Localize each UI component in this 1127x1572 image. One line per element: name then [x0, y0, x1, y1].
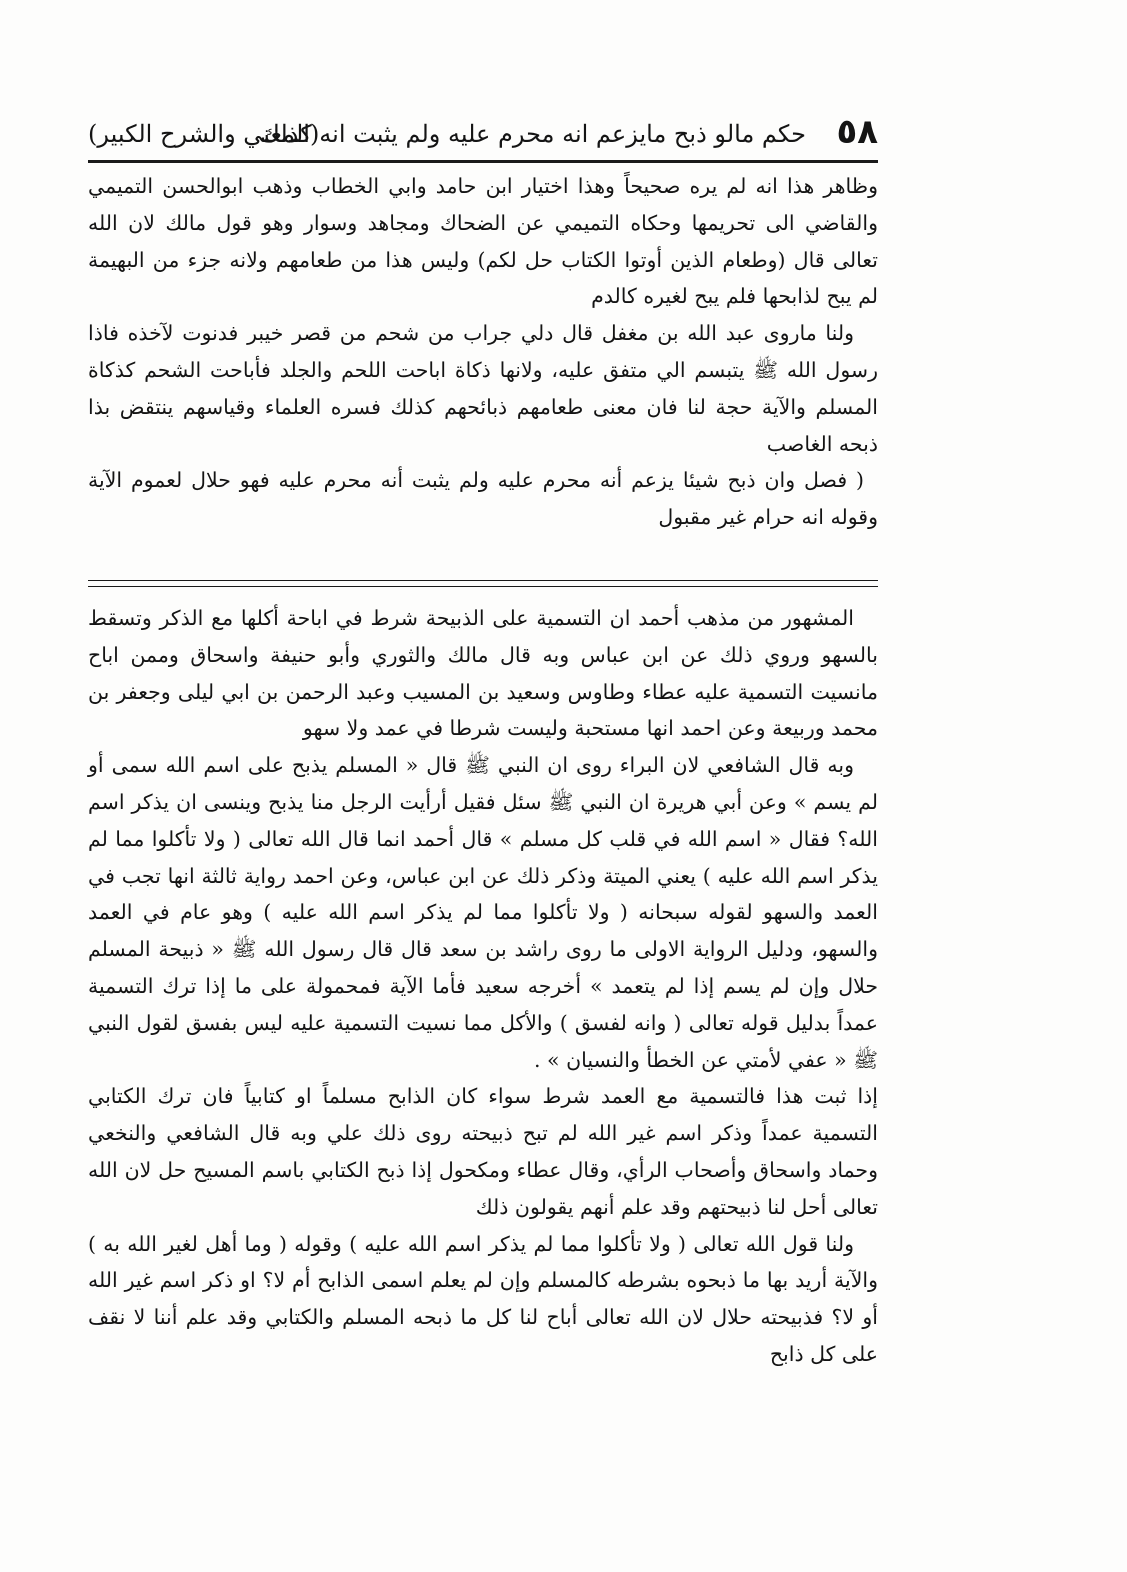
header-rule [88, 160, 878, 163]
paragraph: المشهور من مذهب أحمد ان التسمية على الذبيحة شرط في اباحة أكلها مع الذكر وتسقط بالسهو وروي ذلك عن ابن عباس وبه قال مالك والثوري وأبو حنيفة واسحاق وممن اباح مانسيت التسمية عليه عطاء وطاوس وسعيد بن المسيب وعبد الرحمن بن ابي ليلى وجعفر بن محمد وربيعة وعن احمد انها مستحبة وليست شرطا في عمد ولا سهو [88, 606, 878, 741]
paragraph: ولنا قول الله تعالى ( ولا تأكلوا مما لم يذكر اسم الله عليه ) وقوله ( وما أهل لغير الله به ) والآية أريد بها ما ذبحوه بشرطه كالمسلم وإن لم يعلم اسمى الذابح أم لا؟ او ذكر اسم غير الله أو لا؟ فذبيحته حلال لان الله تعالى أباح لنا كل ما ذبحه المسلم والكتابي وقد علم أننا لا نقف على كل ذابح [88, 1231, 878, 1366]
book-title: (المغني والشرح الكبير) [88, 120, 320, 148]
lower-text-block [88, 600, 878, 1500]
upper-text-block [88, 168, 878, 578]
page-number: ٥٨ [836, 112, 878, 152]
paragraph: ولنا ماروى عبد الله بن مغفل قال دلي جراب من شحم من قصر خيبر فدنوت لآخذه فاذا رسول الله ﷺ يتبسم الي متفق عليه، ولانها ذكاة اباحت اللحم والجلد فأباحت الشحم كذكاة المسلم والآية حجة لنا فان معنى طعامهم ذبائحهم كذلك فسره العلماء وقياسهم ينتقض بذا ذبحه الغاصب [88, 321, 878, 456]
page-header [88, 112, 878, 158]
paragraph: إذا ثبت هذا فالتسمية مع العمد شرط سواء كان الذابح مسلماً او كتابياً فان ترك الكتابي التسمية عمداً وذكر اسم غير الله لم تبح ذبيحته روى ذلك علي وبه قال الشافعي والنخعي وحماد واسحاق وأصحاب الرأي، وقال عطاء ومكحول إذا ذبح الكتابي باسم المسيح حل لان الله تعالى أحل لنا ذبيحتهم وقد علم أنهم يقولون ذلك [88, 1084, 878, 1219]
paragraph: وظاهر هذا انه لم يره صحيحاً وهذا اختيار ابن حامد وابي الخطاب وذهب ابوالحسن التميمي والقاضي الى تحريمها وحكاه التميمي عن الضحاك ومجاهد وسوار وهو قول مالك لان الله تعالى قال (وطعام الذين أوتوا الكتاب حل لكم) وليس هذا من طعامهم ولانه جزء من البهيمة لم يبح لذابحها فلم يبح لغيره كالدم [88, 174, 878, 309]
section-divider [88, 580, 878, 587]
fasl-paragraph: ( فصل وان ذبح شيئا يزعم أنه محرم عليه ولم يثبت أنه محرم عليه فهو حلال لعموم الآية وقوله انه حرام غير مقبول [88, 468, 878, 530]
paragraph: وبه قال الشافعي لان البراء روى ان النبي ﷺ قال « المسلم يذبح على اسم الله سمى أو لم يسم » وعن أبي هريرة ان النبي ﷺ سئل فقيل أرأيت الرجل منا يذبح وينسى ان يذكر اسم الله؟ فقال « اسم الله في قلب كل مسلم » قال أحمد انما قال الله تعالى ( ولا تأكلوا مما لم يذكر اسم الله عليه ) يعني الميتة وذكر ذلك عن ابن عباس، وعن احمد رواية ثالثة انها تجب في العمد والسهو لقوله سبحانه ( ولا تأكلوا مما لم يذكر اسم الله عليه ) وهو عام في العمد والسهو، ودليل الرواية الاولى ما روى راشد بن سعد قال قال رسول الله ﷺ « ذبيحة المسلم حلال وإن لم يسم إذا لم يتعمد » أخرجه سعيد فأما الآية فمحمولة على ما إذا ترك التسمية عمداً بدليل قوله تعالى ( وانه لفسق ) والأكل مما نسيت التسمية عليه ليس بفسق لقول النبي ﷺ « عفي لأمتي عن الخطأ والنسيان » . [88, 753, 878, 1072]
running-title: حكم مالو ذبح مايزعم انه محرم عليه ولم يثبت انه كذلك [260, 120, 806, 148]
